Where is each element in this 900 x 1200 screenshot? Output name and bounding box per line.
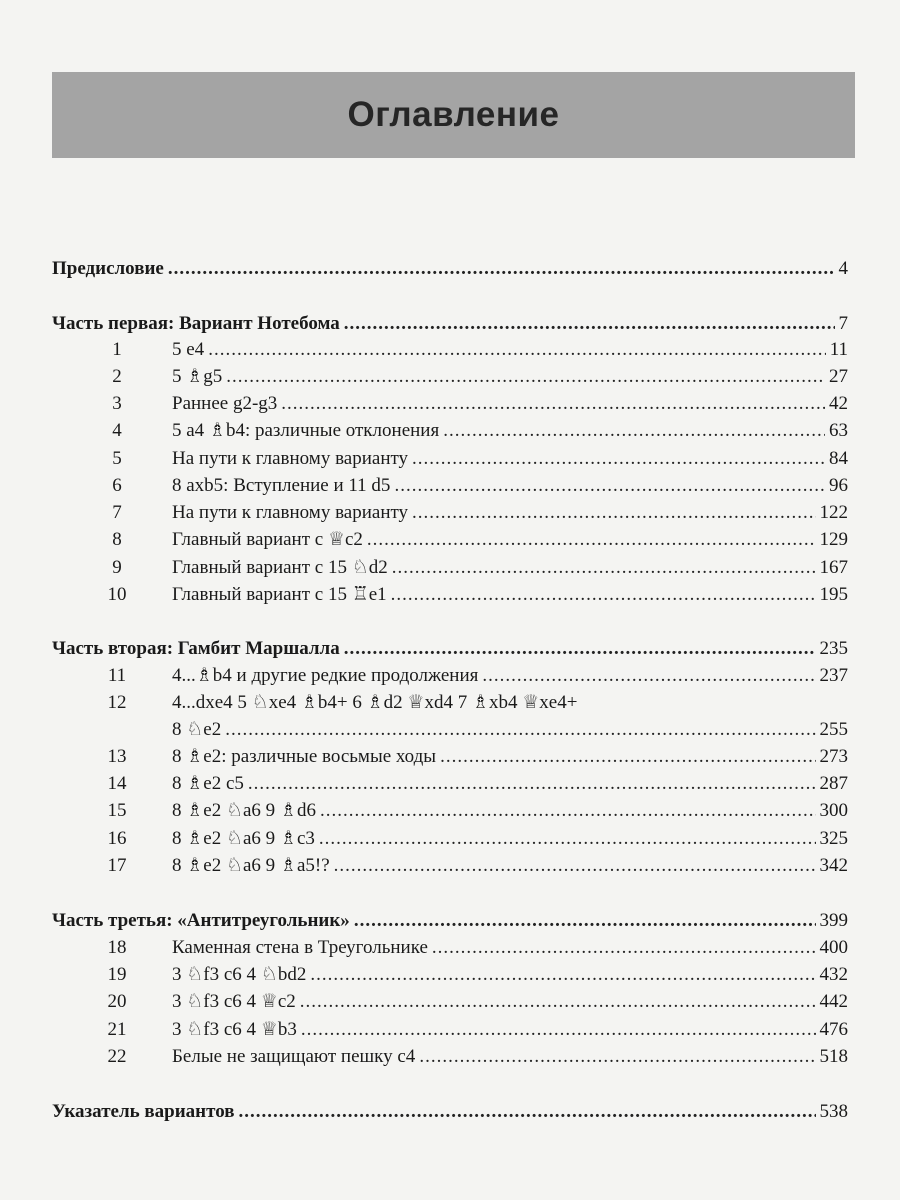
toc-chapter-12-cont[interactable] bbox=[0, 717, 900, 743]
toc-page-number: 235 bbox=[819, 638, 848, 659]
title-bar bbox=[52, 72, 855, 158]
dot-leader bbox=[300, 989, 816, 1015]
toc-part-2[interactable] bbox=[0, 636, 900, 662]
chapter-title: 8 ♗e2 ♘a6 9 ♗a5!? bbox=[172, 855, 330, 876]
toc-chapter-14[interactable] bbox=[0, 771, 900, 797]
chapter-title: 5 e4 bbox=[172, 339, 205, 360]
toc-entry bbox=[172, 826, 848, 852]
chapter-number: 1 bbox=[112, 339, 122, 360]
dot-leader bbox=[344, 636, 816, 662]
chapter-title: На пути к главному варианту bbox=[172, 448, 409, 469]
toc-page-number: 255 bbox=[819, 719, 848, 740]
chapter-number: 2 bbox=[112, 366, 122, 387]
toc-entry bbox=[172, 717, 848, 743]
dot-leader bbox=[394, 473, 825, 499]
toc-part-label: Часть первая: Вариант Нотебома bbox=[52, 313, 340, 334]
chapter-title: Главный вариант с 15 ♖e1 bbox=[172, 584, 387, 605]
chapter-title: Главный вариант с 15 ♘d2 bbox=[172, 557, 388, 578]
toc-page-number: 237 bbox=[819, 665, 848, 686]
toc-entry bbox=[52, 256, 848, 282]
toc-preface[interactable] bbox=[0, 256, 900, 282]
toc-part-1[interactable] bbox=[0, 311, 900, 337]
toc-page-number: 84 bbox=[829, 448, 848, 469]
dot-leader bbox=[301, 1017, 816, 1043]
chapter-number: 20 bbox=[107, 991, 127, 1012]
toc-page-number: 432 bbox=[819, 964, 848, 985]
dot-leader bbox=[281, 391, 825, 417]
dot-leader bbox=[432, 935, 816, 961]
toc-entry bbox=[172, 989, 848, 1015]
chapter-number: 19 bbox=[107, 964, 127, 985]
toc-page-number: 400 bbox=[819, 937, 848, 958]
chapter-number: 7 bbox=[112, 502, 122, 523]
toc-entry bbox=[172, 364, 848, 390]
toc-entry-label: Предисловие bbox=[52, 258, 164, 279]
toc-entry bbox=[172, 1044, 848, 1070]
dot-leader bbox=[392, 555, 816, 581]
dot-leader bbox=[412, 446, 825, 472]
dot-leader bbox=[310, 962, 815, 988]
dot-leader bbox=[334, 853, 816, 879]
chapter-title: 3 ♘f3 c6 4 ♘bd2 bbox=[172, 964, 307, 985]
dot-leader bbox=[344, 311, 835, 337]
toc-entry bbox=[172, 391, 848, 417]
toc-page-number: 538 bbox=[819, 1101, 848, 1122]
toc-chapter-22[interactable] bbox=[0, 1044, 900, 1070]
toc-entry bbox=[172, 771, 848, 797]
chapter-title: 3 ♘f3 c6 4 ♕c2 bbox=[172, 991, 296, 1012]
chapter-number: 15 bbox=[107, 800, 127, 821]
toc-chapter-12[interactable] bbox=[0, 690, 900, 716]
dot-leader bbox=[168, 256, 835, 282]
toc-entry bbox=[52, 636, 848, 662]
dot-leader bbox=[208, 337, 826, 363]
toc-chapter-9[interactable] bbox=[0, 555, 900, 581]
toc-page-number: 4 bbox=[838, 258, 848, 279]
toc-entry bbox=[172, 935, 848, 961]
toc-entry bbox=[172, 663, 848, 689]
dot-leader bbox=[440, 744, 815, 770]
toc-entry bbox=[172, 473, 848, 499]
chapter-number: 6 bbox=[112, 475, 122, 496]
chapter-number: 21 bbox=[107, 1019, 127, 1040]
dot-leader bbox=[482, 663, 815, 689]
dot-leader bbox=[319, 826, 816, 852]
chapter-number: 8 bbox=[112, 529, 122, 550]
chapter-title: Главный вариант с ♕c2 bbox=[172, 529, 363, 550]
toc-chapter-5[interactable] bbox=[0, 446, 900, 472]
toc-part-3[interactable] bbox=[0, 908, 900, 934]
chapter-number: 14 bbox=[107, 773, 127, 794]
chapter-number: 9 bbox=[112, 557, 122, 578]
toc-chapter-1[interactable] bbox=[0, 337, 900, 363]
toc-chapter-15[interactable] bbox=[0, 798, 900, 824]
toc-entry bbox=[172, 1017, 848, 1043]
dot-leader bbox=[225, 717, 815, 743]
chapter-number: 5 bbox=[112, 448, 122, 469]
toc-entry bbox=[52, 311, 848, 337]
chapter-title: 8 ♗e2 ♘a6 9 ♗c3 bbox=[172, 828, 315, 849]
toc-index[interactable] bbox=[0, 1099, 900, 1125]
toc-chapter-21[interactable] bbox=[0, 1017, 900, 1043]
toc-entry bbox=[172, 555, 848, 581]
toc-page-number: 167 bbox=[819, 557, 848, 578]
chapter-title: 8 ♗e2 ♘a6 9 ♗d6 bbox=[172, 800, 316, 821]
toc-page-number: 342 bbox=[819, 855, 848, 876]
toc-page-number: 325 bbox=[819, 828, 848, 849]
toc-entry bbox=[172, 500, 848, 526]
chapter-title: 3 ♘f3 c6 4 ♕b3 bbox=[172, 1019, 297, 1040]
toc-entry bbox=[172, 690, 848, 716]
toc-chapter-19[interactable] bbox=[0, 962, 900, 988]
chapter-number: 3 bbox=[112, 393, 122, 414]
toc-chapter-16[interactable] bbox=[0, 826, 900, 852]
toc-entry bbox=[172, 446, 848, 472]
toc-chapter-11[interactable] bbox=[0, 663, 900, 689]
toc-page-number: 442 bbox=[819, 991, 848, 1012]
chapter-title: 4...dxe4 5 ♘xe4 ♗b4+ 6 ♗d2 ♕xd4 7 ♗xb4 ♕xe4+ bbox=[172, 692, 578, 713]
chapter-title: 5 a4 ♗b4: различные отклонения bbox=[172, 420, 440, 441]
toc-page-number: 399 bbox=[819, 910, 848, 931]
toc-entry bbox=[172, 418, 848, 444]
toc-entry bbox=[172, 744, 848, 770]
chapter-number: 16 bbox=[107, 828, 127, 849]
toc-page-number: 300 bbox=[819, 800, 848, 821]
toc-page-number: 11 bbox=[829, 339, 848, 360]
chapter-number: 10 bbox=[107, 584, 127, 605]
chapter-number: 12 bbox=[107, 692, 127, 713]
toc-entry bbox=[172, 337, 848, 363]
toc-page-number: 518 bbox=[819, 1046, 848, 1067]
toc-page-number: 63 bbox=[829, 420, 848, 441]
chapter-number: 4 bbox=[112, 420, 122, 441]
toc-page-number: 287 bbox=[819, 773, 848, 794]
toc-page-number: 273 bbox=[819, 746, 848, 767]
toc-part-label: Часть третья: «Антитреугольник» bbox=[52, 910, 350, 931]
toc-chapter-2[interactable] bbox=[0, 364, 900, 390]
toc-chapter-13[interactable] bbox=[0, 744, 900, 770]
chapter-title: 4...♗b4 и другие редкие продолжения bbox=[172, 665, 479, 686]
toc-page-number: 7 bbox=[838, 313, 848, 334]
chapter-title: Раннее g2-g3 bbox=[172, 393, 278, 414]
toc-entry bbox=[52, 1099, 848, 1125]
dot-leader bbox=[391, 582, 816, 608]
dot-leader bbox=[226, 364, 825, 390]
toc-entry bbox=[52, 908, 848, 934]
chapter-title: Каменная стена в Треугольнике bbox=[172, 937, 428, 958]
toc-page-number: 195 bbox=[819, 584, 848, 605]
chapter-number: 22 bbox=[107, 1046, 127, 1067]
dot-leader bbox=[443, 418, 825, 444]
dot-leader bbox=[367, 527, 816, 553]
chapter-title: На пути к главному варианту bbox=[172, 502, 409, 523]
toc-entry bbox=[172, 527, 848, 553]
chapter-title: 5 ♗g5 bbox=[172, 366, 223, 387]
toc-page-number: 27 bbox=[829, 366, 848, 387]
chapter-number: 13 bbox=[107, 746, 127, 767]
toc-entry bbox=[172, 962, 848, 988]
toc-chapter-20[interactable] bbox=[0, 989, 900, 1015]
toc-page-number: 129 bbox=[819, 529, 848, 550]
toc-chapter-10[interactable] bbox=[0, 582, 900, 608]
chapter-title: 8 ♗e2: различные восьмые ходы bbox=[172, 746, 437, 767]
toc-chapter-6[interactable] bbox=[0, 473, 900, 499]
toc-page-number: 122 bbox=[819, 502, 848, 523]
toc-entry bbox=[172, 582, 848, 608]
dot-leader bbox=[354, 908, 816, 934]
dot-leader bbox=[419, 1044, 815, 1070]
chapter-title: 8 ♗e2 c5 bbox=[172, 773, 244, 794]
toc-entry bbox=[172, 853, 848, 879]
chapter-number: 11 bbox=[107, 665, 127, 686]
chapter-number: 18 bbox=[107, 937, 127, 958]
dot-leader bbox=[412, 500, 815, 526]
toc-chapter-17[interactable] bbox=[0, 853, 900, 879]
toc-page-number: 476 bbox=[819, 1019, 848, 1040]
toc-entry-label: Указатель вариантов bbox=[52, 1101, 235, 1122]
toc-chapter-3[interactable] bbox=[0, 391, 900, 417]
toc-part-label: Часть вторая: Гамбит Маршалла bbox=[52, 638, 340, 659]
toc-page-number: 96 bbox=[829, 475, 848, 496]
toc-page-number: 42 bbox=[829, 393, 848, 414]
page-title: Оглавление bbox=[347, 95, 560, 134]
chapter-number: 17 bbox=[107, 855, 127, 876]
toc-chapter-4[interactable] bbox=[0, 418, 900, 444]
toc-chapter-8[interactable] bbox=[0, 527, 900, 553]
toc-chapter-7[interactable] bbox=[0, 500, 900, 526]
dot-leader bbox=[248, 771, 816, 797]
chapter-title: 8 axb5: Вступление и 11 d5 bbox=[172, 475, 391, 496]
toc-entry bbox=[172, 798, 848, 824]
toc-chapter-18[interactable] bbox=[0, 935, 900, 961]
chapter-title-continued: 8 ♘e2 bbox=[172, 719, 222, 740]
dot-leader bbox=[239, 1099, 816, 1125]
dot-leader bbox=[320, 798, 816, 824]
chapter-title: Белые не защищают пешку c4 bbox=[172, 1046, 416, 1067]
